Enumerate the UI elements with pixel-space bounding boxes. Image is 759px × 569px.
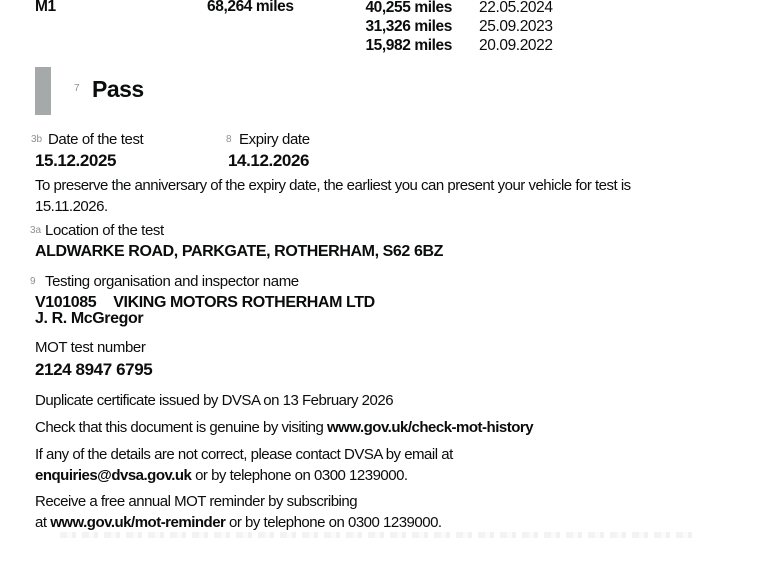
faded-cropped-text-artifact [60,532,695,538]
organisation-footnote-marker: 9 [30,276,36,287]
reminder-line2-rest: or by telephone on 0300 1239000. [225,514,442,531]
genuine-check-text: Check that this document is genuine by visiting [35,419,328,436]
mot-reminder-link: www.gov.uk/mot-reminder [50,514,226,531]
organisation-id: V101085 [35,294,97,311]
contact-line1: If any of the details are not correct, please contact DVSA by email at [35,446,453,463]
location-value: ALDWARKE ROAD, PARKGATE, ROTHERHAM, S62 6BZ [35,243,444,260]
odometer-history-mileages [340,0,452,55]
duplicate-note: Duplicate certificate issued by DVSA on 13 February 2026 [35,392,394,409]
contact-line2-rest: or by telephone on 0300 1239000. [191,467,408,484]
location-label: Location of the test [45,222,164,239]
contact-line2 [35,466,408,486]
reminder-line2-prefix: at [35,514,51,531]
anniversary-note-line1: To preserve the anniversary of the expiry date, the earliest you can present your vehicle for test is [35,177,631,194]
test-date-value: 15.12.2025 [35,151,117,170]
reminder-line2 [35,513,442,533]
result-footnote-marker: 7 [74,83,80,94]
organisation-name: VIKING MOTORS ROTHERHAM LTD [113,294,375,311]
odometer-history-dates [479,0,553,55]
test-date-label: Date of the test [48,131,144,148]
vehicle-category-value: M1 [35,0,56,15]
odometer-history-date: 22.05.2024 [479,0,553,16]
test-date-footnote-marker: 3b [31,134,43,145]
anniversary-note-line2: 15.11.2026. [35,198,108,215]
odometer-history-date: 25.09.2023 [479,18,553,35]
result-label: Pass [92,76,144,102]
check-mot-history-link: www.gov.uk/check-mot-history [327,419,534,436]
odometer-history-date: 20.09.2022 [479,37,553,54]
location-footnote-marker: 3a [30,225,42,236]
odometer-reading-value: 68,264 miles [207,0,294,15]
reminder-line1: Receive a free annual MOT reminder by subscribing [35,493,358,510]
inspector-name: J. R. McGregor [35,310,144,327]
test-number-label: MOT test number [35,339,146,356]
dvsa-email: enquiries@dvsa.gov.uk [35,467,192,484]
test-number-value: 2124 8947 6795 [35,360,153,379]
organisation-label: Testing organisation and inspector name [45,273,299,290]
pass-result-bar [35,67,51,115]
odometer-history-mileage: 40,255 miles [365,0,452,16]
odometer-history-mileage: 15,982 miles [365,37,452,54]
odometer-history-mileage: 31,326 miles [365,18,452,35]
genuine-check-line [35,418,533,438]
expiry-date-value: 14.12.2026 [228,151,310,170]
expiry-date-label: Expiry date [239,131,310,148]
expiry-date-footnote-marker: 8 [226,134,232,145]
